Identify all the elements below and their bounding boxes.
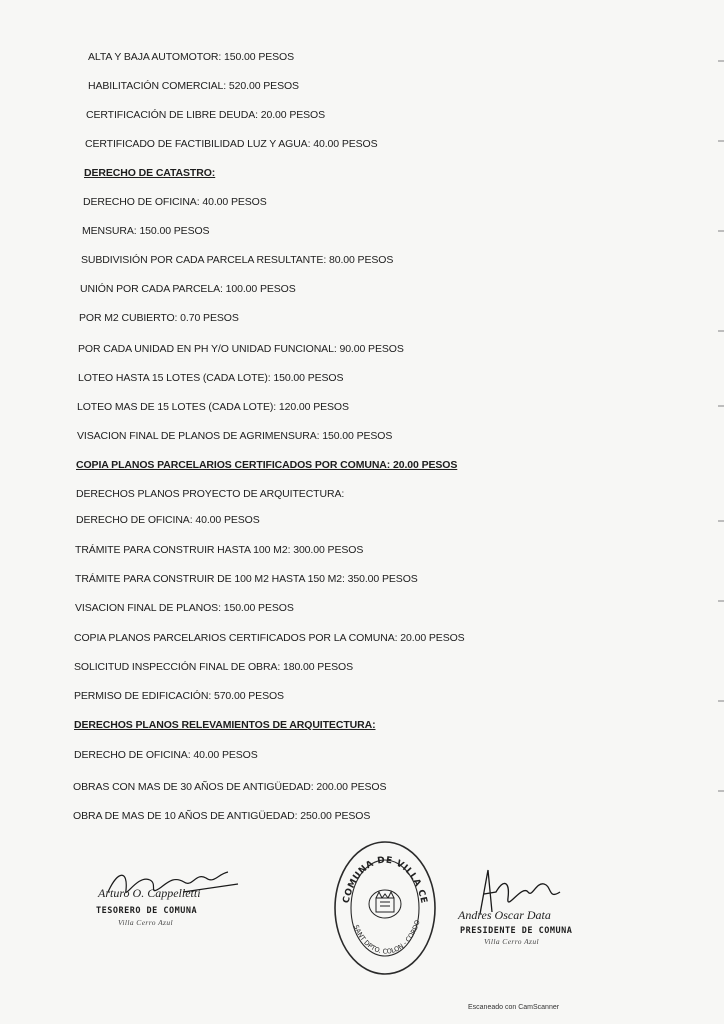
fee-line: CERTIFICACIÓN DE LIBRE DEUDA: 20.00 PESOS — [86, 109, 326, 121]
fee-line: OBRA DE MAS DE 10 AÑOS DE ANTIGÜEDAD: 250.00 PESOS — [73, 810, 371, 822]
scanner-footer: Escaneado con CamScanner — [468, 1004, 560, 1011]
stamp-top-text: COMUNA DE VILLA CE — [341, 855, 429, 905]
section-heading: COPIA PLANOS PARCELARIOS CERTIFICADOS POR COMUNA: 20.00 PESOS — [76, 459, 458, 471]
stamp-bottom-text: SANT DPTO. COLON - CORDO — [351, 919, 422, 956]
fee-line: SOLICITUD INSPECCIÓN FINAL DE OBRA: 180.00 PESOS — [74, 661, 353, 673]
coat-of-arms-icon — [369, 890, 401, 918]
fee-line: ALTA Y BAJA AUTOMOTOR: 150.00 PESOS — [88, 51, 295, 63]
fee-line: DERECHO DE OFICINA: 40.00 PESOS — [83, 196, 267, 208]
fee-line: PERMISO DE EDIFICACIÓN: 570.00 PESOS — [74, 690, 284, 702]
president-role: PRESIDENTE DE COMUNA — [460, 926, 573, 936]
fee-line: DERECHO DE OFICINA: 40.00 PESOS — [74, 749, 258, 761]
fee-line: OBRAS CON MAS DE 30 AÑOS DE ANTIGÜEDAD: 200.00 PESOS — [73, 781, 387, 793]
fee-line: LOTEO HASTA 15 LOTES (CADA LOTE): 150.00 PESOS — [78, 372, 344, 384]
fee-line: SUBDIVISIÓN POR CADA PARCELA RESULTANTE: 80.00 PESOS — [81, 254, 394, 266]
fee-line: CERTIFICADO DE FACTIBILIDAD LUZ Y AGUA: 40.00 PESOS — [85, 138, 378, 150]
fee-line: TRÁMITE PARA CONSTRUIR HASTA 100 M2: 300.00 PESOS — [75, 544, 364, 556]
fee-line: DERECHOS PLANOS PROYECTO DE ARQUITECTURA: — [76, 488, 345, 500]
fee-line: VISACION FINAL DE PLANOS DE AGRIMENSURA: 150.00 PESOS — [77, 430, 393, 442]
president-signature-block — [452, 862, 592, 942]
svg-text:COMUNA DE VILLA CERRO AZUL — [330, 836, 429, 905]
fee-line: HABILITACIÓN COMERCIAL: 520.00 PESOS — [88, 80, 299, 92]
fee-line: POR M2 CUBIERTO: 0.70 PESOS — [79, 312, 239, 324]
section-heading: DERECHO DE CATASTRO: — [84, 167, 216, 179]
fee-line: TRÁMITE PARA CONSTRUIR DE 100 M2 HASTA 150 M2: 350.00 PESOS — [75, 573, 418, 585]
fee-line: LOTEO MAS DE 15 LOTES (CADA LOTE): 120.00 PESOS — [77, 401, 349, 413]
treasurer-role: TESORERO DE COMUNA — [96, 906, 198, 916]
treasurer-signature-block — [88, 862, 248, 932]
fee-line: DERECHO DE OFICINA: 40.00 PESOS — [76, 514, 260, 526]
fee-line: POR CADA UNIDAD EN PH Y/O UNIDAD FUNCIONAL: 90.00 PESOS — [78, 343, 404, 355]
fee-line: MENSURA: 150.00 PESOS — [82, 225, 210, 237]
fee-line: VISACION FINAL DE PLANOS: 150.00 PESOS — [75, 602, 294, 614]
president-name: Andres Oscar Data — [458, 908, 551, 922]
fee-line: COPIA PLANOS PARCELARIOS CERTIFICADOS POR LA COMUNA: 20.00 PESOS — [74, 632, 465, 644]
treasurer-name: Arturo O. Cappelletti — [98, 886, 201, 900]
president-place: Villa Cerro Azul — [484, 937, 540, 946]
fee-line: UNIÓN POR CADA PARCELA: 100.00 PESOS — [80, 283, 296, 295]
treasurer-place: Villa Cerro Azul — [118, 918, 174, 927]
section-heading: DERECHOS PLANOS RELEVAMIENTOS DE ARQUITECTURA: — [74, 719, 376, 731]
comuna-seal-stamp — [330, 836, 440, 976]
